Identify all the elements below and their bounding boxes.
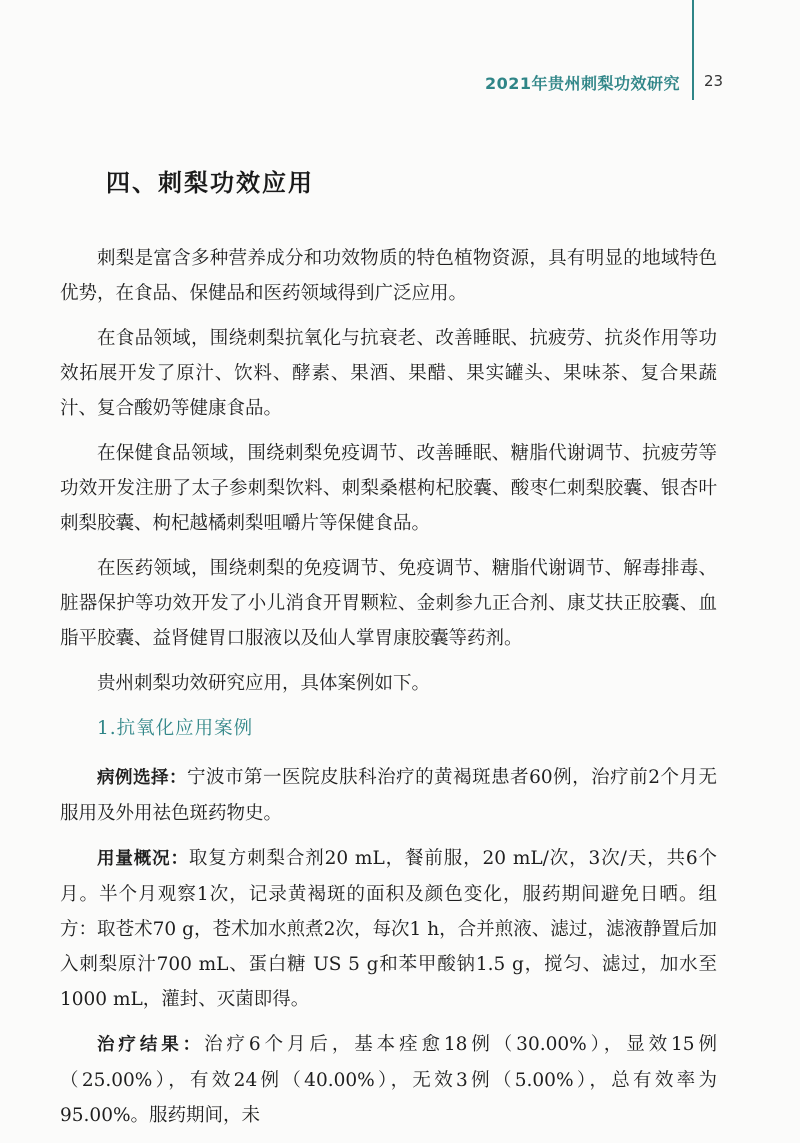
- case-paragraph-dosage: [60, 841, 717, 1017]
- section-heading: 四、刺梨功效应用: [106, 169, 314, 197]
- running-title: 2021年贵州刺梨功效研究: [484, 74, 680, 93]
- case-subheading: 1.抗氧化应用案例: [97, 718, 254, 739]
- case-label-dosage: 用量概况：: [97, 849, 189, 869]
- case-text-selection: 宁波市第一医院皮肤科治疗的黄褐斑患者60例，治疗前2个月无服用及外用祛色斑药物史。: [60, 767, 717, 824]
- body-text: [60, 241, 717, 1143]
- case-label-selection: 病例选择：: [97, 768, 188, 788]
- paragraph-food: 在食品领域，围绕刺梨抗氧化与抗衰老、改善睡眠、抗疲劳、抗炎作用等功效拓展开发了原汁、饮料、酵素、果酒、果醋、果实罐头、果味茶、复合果蔬汁、复合酸奶等健康食品。: [60, 328, 717, 419]
- paragraph-cases-intro: 贵州刺梨功效研究应用，具体案例如下。: [97, 673, 431, 694]
- case-paragraph-selection: [60, 760, 717, 831]
- case-text-results: 治疗6个月后，基本痊愈18例（30.00%），显效15例（25.00%），有效24例（40.00%），无效3例（5.00%），总有效率为95.00%。服药期间，未: [60, 1034, 717, 1126]
- paragraph-health-food: 在保健食品领域，围绕刺梨免疫调节、改善睡眠、糖脂代谢调节、抗疲劳等功效开发注册了太子参刺梨饮料、刺梨桑椹枸杞胶囊、酸枣仁刺梨胶囊、银杏叶刺梨胶囊、枸杞越橘刺梨咀嚼片等保健食品。: [60, 443, 717, 534]
- page-number: 23: [704, 72, 724, 90]
- case-text-dosage: 取复方刺梨合剂20 mL，餐前服，20 mL/次，3次/天，共6个月。半个月观察1次，记录黄褐斑的面积及颜色变化，服药期间避免日晒。组方：取苍术70 g，苍术加水煎煮2次，每次1 h，合并煎液、滤过，滤液静置后加入刺梨原汁700 mL、蛋白糖 US 5 g和苯甲酸钠1.5 g，搅匀、滤过，加水至1000 mL，灌封、灭菌即得。: [60, 848, 717, 1010]
- case-label-results: 治疗结果：: [97, 1035, 205, 1055]
- case-paragraph-results: [60, 1027, 717, 1133]
- paragraph-intro: 刺梨是富含多种营养成分和功效物质的特色植物资源，具有明显的地域特色优势，在食品、保健品和医药领域得到广泛应用。: [60, 248, 717, 304]
- header-divider-rule: [692, 0, 694, 100]
- paragraph-medicine: 在医药领域，围绕刺梨的免疫调节、免疫调节、糖脂代谢调节、解毒排毒、脏器保护等功效开发了小儿消食开胃颗粒、金刺参九正合剂、康艾扶正胶囊、血脂平胶囊、益肾健胃口服液以及仙人掌胃康胶囊等药剂。: [60, 558, 717, 649]
